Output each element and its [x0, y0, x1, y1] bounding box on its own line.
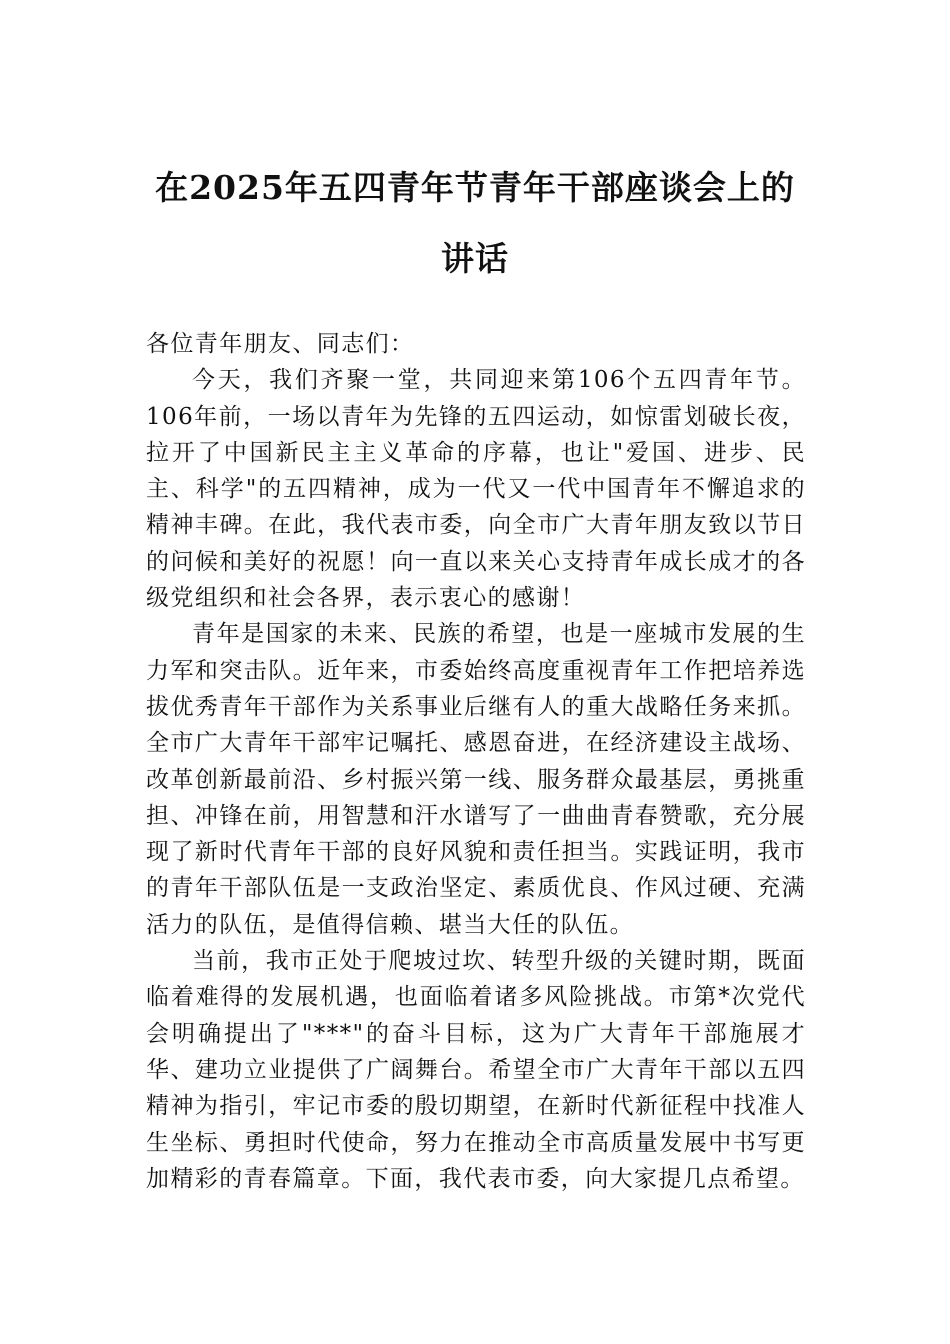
document-title-line-2: 讲话	[441, 239, 509, 278]
salutation: 各位青年朋友、同志们：	[146, 331, 415, 357]
document-title-line-1: 在2025年五四青年节青年干部座谈会上的	[155, 168, 795, 207]
paragraph-1: 今天，我们齐聚一堂，共同迎来第106个五四青年节。106年前，一场以青年为先锋的五四运动，如惊雷划破长夜，拉开了中国新民主主义革命的序幕，也让"爱国、进步、民主、科学"的五四精神，成为一代又一代中国青年不懈追求的精神丰碑。在此，我代表市委，向全市广大青年朋友致以节日的问候和美好的祝愿！向一直以来关心支持青年成长成才的各级党组织和社会各界，表示衷心的感谢！	[146, 367, 806, 612]
paragraph-3: 当前，我市正处于爬坡过坎、转型升级的关键时期，既面临着难得的发展机遇，也面临着诸多风险挑战。市第*次党代会明确提出了"***"的奋斗目标，这为广大青年干部施展才华、建功立业提供了广阔舞台。希望全市广大青年干部以五四精神为指引，牢记市委的殷切期望，在新时代新征程中找准人生坐标、勇担时代使命，努力在推动全市高质量发展中书写更加精彩的青春篇章。下面，我代表市委，向大家提几点希望。	[146, 948, 806, 1192]
paragraph-2: 青年是国家的未来、民族的希望，也是一座城市发展的生力军和突击队。近年来，市委始终高度重视青年工作把培养选拔优秀青年干部作为关系事业后继有人的重大战略任务来抓。全市广大青年干部牢记嘱托、感恩奋进，在经济建设主战场、改革创新最前沿、乡村振兴第一线、服务群众最基层，勇挑重担、冲锋在前，用智慧和汗水谱写了一曲曲青春赞歌，充分展现了新时代青年干部的良好风貌和责任担当。实践证明，我市的青年干部队伍是一支政治坚定、素质优良、作风过硬、充满活力的队伍，是值得信赖、堪当大任的队伍。	[146, 621, 806, 938]
document-body	[146, 326, 806, 1197]
